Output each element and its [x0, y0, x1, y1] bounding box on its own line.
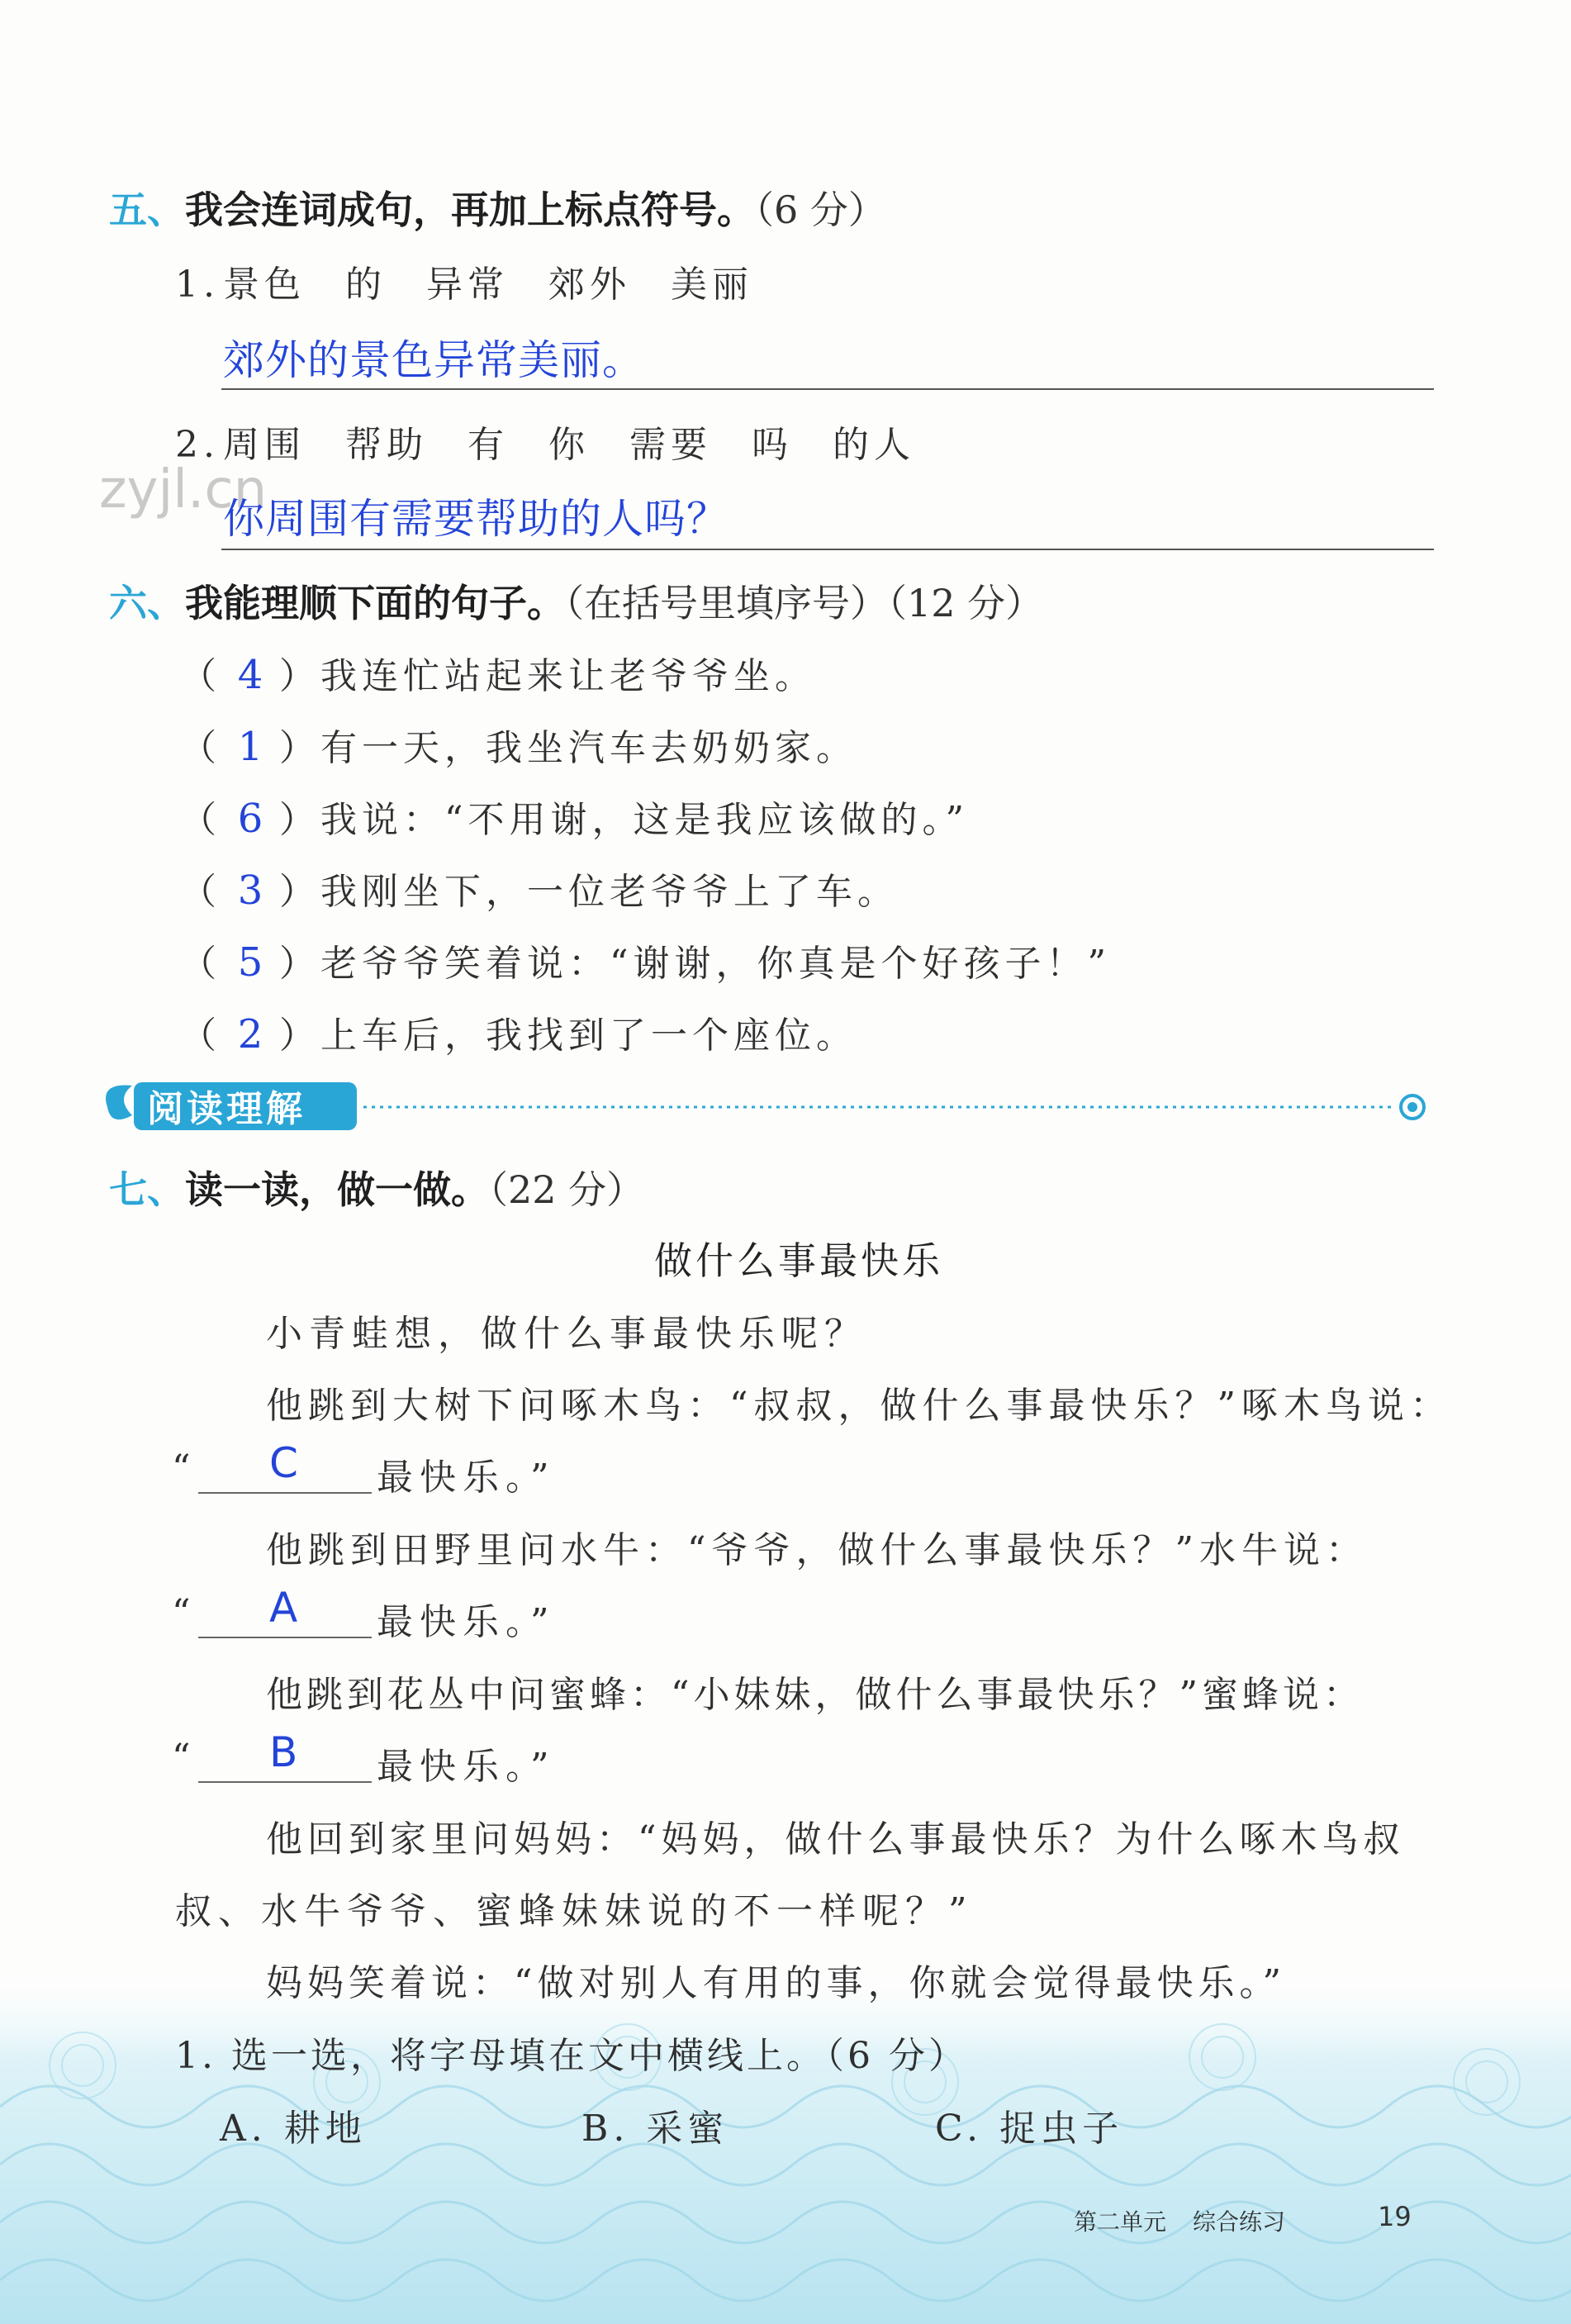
q1-word: 景色 [222, 264, 306, 306]
q1-word: 异常 [425, 264, 509, 306]
section5-q2-answer: 你周围有需要帮助的人吗？ [223, 495, 729, 543]
order-number: 3 [237, 867, 263, 914]
order-item: （ 4 ）我连忙站起来让老爷爷坐。 [180, 652, 816, 698]
answer-blank-1: C [269, 1439, 298, 1487]
passage-paragraph: 小青蛙想，做什么事最快乐呢？ [266, 1313, 867, 1355]
passage-paragraph: 他跳到大树下问啄木鸟：“叔叔，做什么事最快乐？”啄木鸟说： [266, 1385, 1452, 1427]
order-item: （ 1 ）有一天，我坐汽车去奶奶家。 [180, 724, 857, 770]
section6-heading [109, 573, 1043, 628]
section6-title: 我能理顺下面的句子。 [185, 581, 565, 625]
blank-line-1 [198, 1492, 372, 1494]
section7-heading [109, 1160, 644, 1214]
section7-number: 七、 [109, 1167, 185, 1212]
passage-paragraph: 他跳到花丛中问蜜蜂：“小妹妹，做什么事最快乐？”蜜蜂说： [266, 1674, 1364, 1716]
q1-word: 美丽 [670, 264, 753, 306]
passage-title: 做什么事最快乐 [654, 1238, 943, 1283]
order-number: 1 [237, 724, 263, 770]
passage-paragraph: 他回到家里问妈妈：“妈妈，做什么事最快乐？为什么啄木鸟叔 [266, 1818, 1405, 1861]
section7-score: （22 分） [489, 1167, 645, 1212]
answer-blank-2: A [269, 1584, 298, 1632]
q2-word: 需要 [629, 424, 712, 466]
option-c: C. 捉虫子 [935, 2108, 1124, 2150]
q1-label: 1. [175, 264, 220, 306]
open-quote: “ [172, 1592, 197, 1634]
section5-heading [109, 180, 886, 235]
option-a: A. 耕地 [220, 2108, 367, 2150]
passage-paragraph: 他跳到田野里问水牛：“爷爷，做什么事最快乐？”水牛说： [266, 1529, 1368, 1571]
passage-paragraph: 叔、水牛爷爷、蜜蜂妹妹说的不一样呢？” [175, 1890, 974, 1932]
answer-blank-3: B [269, 1728, 298, 1776]
passage-paragraph: 妈妈笑着说：“做对别人有用的事，你就会觉得最快乐。” [266, 1962, 1286, 2004]
order-sentence: 上车后，我找到了一个座位。 [320, 1015, 857, 1057]
order-sentence: 我连忙站起来让老爷爷坐。 [320, 655, 816, 697]
section5-q2-words [175, 415, 955, 468]
section6-number: 六、 [109, 581, 185, 625]
order-sentence: 我刚坐下，一位老爷爷上了车。 [320, 871, 899, 913]
footer-unit: 第二单元 [1074, 2208, 1167, 2236]
page-number: 19 [1378, 2201, 1412, 2232]
q2-word: 帮助 [344, 424, 428, 466]
passage-tail: 最快乐。” [377, 1746, 556, 1788]
order-number: 2 [237, 1011, 263, 1057]
footer-unit-label [1074, 2204, 1285, 2237]
q2-word: 你 [548, 424, 590, 466]
open-quote: “ [172, 1737, 197, 1779]
section5-title: 我会连词成句，再加上标点符号。 [185, 188, 755, 232]
section7-title: 读一读，做一做。 [185, 1167, 489, 1212]
section6-note: （在括号里填序号）（12 分） [565, 581, 1044, 625]
banner-swirl-icon [106, 1086, 132, 1120]
order-number: 4 [237, 652, 263, 698]
q1-word: 郊外 [548, 264, 631, 306]
sub-question-1: 1. 选一选，将字母填在文中横线上。（6 分） [175, 2035, 968, 2077]
order-sentence: 有一天，我坐汽车去奶奶家。 [320, 727, 857, 769]
order-item: （ 2 ）上车后，我找到了一个座位。 [180, 1011, 857, 1057]
order-item: （ 6 ）我说：“不用谢，这是我应该做的。” [180, 796, 969, 842]
open-quote: “ [172, 1447, 197, 1490]
q2-word: 吗 [751, 424, 793, 466]
q1-answer-line [221, 388, 1434, 390]
section5-q1-answer: 郊外的景色异常美丽。 [223, 336, 644, 384]
section5-number: 五、 [109, 188, 185, 232]
q2-answer-line [221, 549, 1434, 550]
order-sentence: 老爷爷笑着说：“谢谢，你真是个好孩子！” [320, 943, 1111, 985]
blank-line-2 [198, 1637, 372, 1638]
q2-label: 2. [175, 424, 220, 466]
reading-banner-label: 阅读理解 [147, 1088, 306, 1130]
section5-score: （6 分） [755, 188, 886, 232]
option-b: B. 采蜜 [581, 2108, 729, 2150]
footer-section: 综合练习 [1193, 2208, 1286, 2236]
passage-tail: 最快乐。” [377, 1601, 556, 1643]
q2-word: 周围 [222, 424, 306, 466]
passage-tail: 最快乐。” [377, 1457, 556, 1499]
watermark: zyjl.cn [99, 459, 268, 520]
q2-word: 有 [467, 424, 509, 466]
section5-q1-words [175, 254, 793, 307]
order-item: （ 5 ）老爷爷笑着说：“谢谢，你真是个好孩子！” [180, 939, 1111, 986]
q1-word: 的 [344, 264, 387, 306]
order-sentence: 我说：“不用谢，这是我应该做的。” [320, 799, 969, 841]
order-item: （ 3 ）我刚坐下，一位老爷爷上了车。 [180, 867, 899, 914]
blank-line-3 [198, 1781, 372, 1783]
order-number: 6 [237, 796, 263, 842]
order-number: 5 [237, 939, 263, 986]
q2-word: 的人 [832, 424, 915, 466]
